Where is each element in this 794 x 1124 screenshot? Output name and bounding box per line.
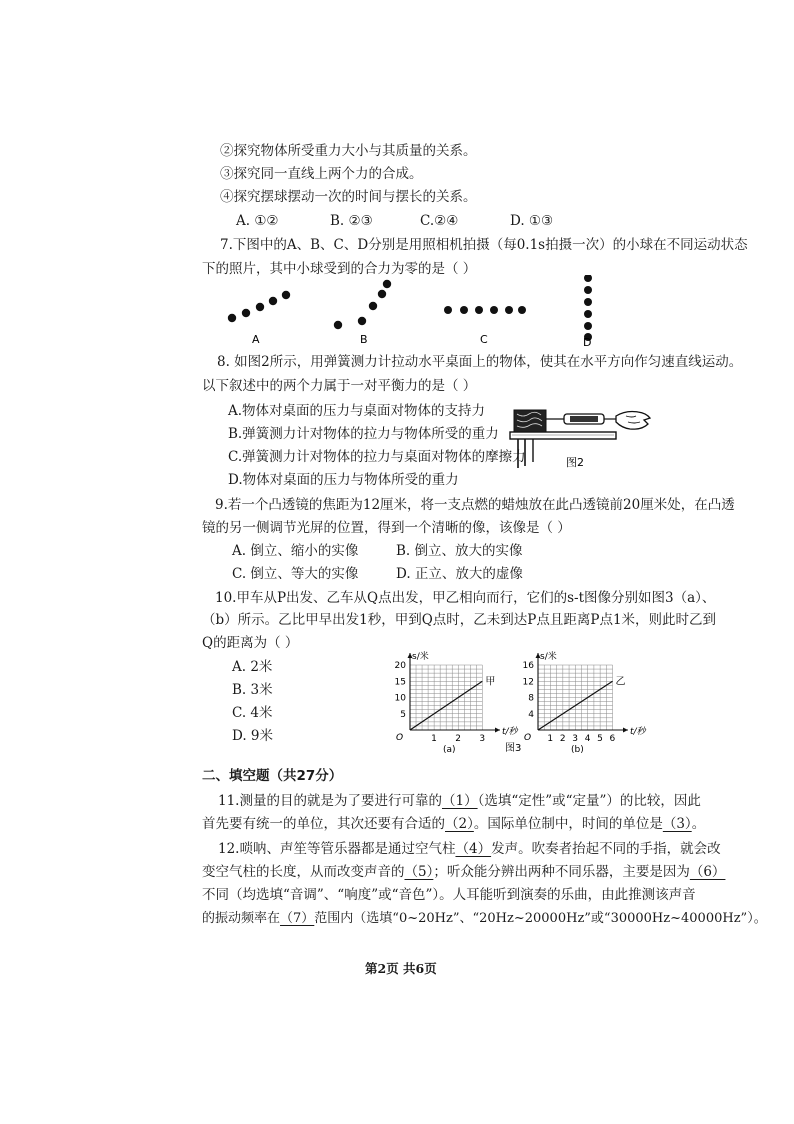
q8-figure-caption: 图2 — [566, 456, 584, 469]
q10-line-3: Q的距离为（ ） — [202, 635, 299, 651]
q10-figure-caption: 图3 — [505, 743, 522, 754]
y-tick-label: 10 — [394, 693, 406, 704]
q12-blank-4[interactable]: （4） — [455, 841, 492, 857]
q10-option-c: C. 4米 — [232, 705, 273, 721]
origin-label: O — [524, 733, 532, 743]
q9-line-2: 镜的另一侧调节光屏的位置，得到一个清晰的像，该像是（ ） — [202, 520, 571, 536]
q6-option-d: D. ①③ — [510, 213, 554, 229]
y-tick-label: 5 — [400, 709, 406, 720]
q7-ball-photos-figure — [220, 275, 610, 347]
panel-label: (a) — [443, 745, 456, 755]
y-tick-label: 20 — [394, 661, 406, 671]
x-tick-label: 1 — [431, 734, 437, 744]
y-axis-label: s/米 — [412, 652, 429, 662]
q12-line-3: 不同（均选填“音调”、“响度”或“音色”）。人耳能听到演奏的乐曲，由此推测该声音 — [202, 887, 696, 903]
q7-label-a: A — [252, 333, 260, 346]
q12-blank-6[interactable]: （6） — [689, 864, 726, 880]
q7-label-b: B — [360, 333, 368, 346]
y-axis-label: s/米 — [540, 652, 557, 662]
q12-line-1 — [218, 843, 721, 857]
q7-label-c: C — [480, 333, 488, 346]
x-axis-label: t/秒 — [502, 727, 518, 737]
q8-spring-scale-figure — [508, 404, 658, 476]
q11-blank-2[interactable]: （2） — [445, 816, 474, 832]
x-axis-arrow — [495, 728, 500, 733]
q12-line-2 — [202, 866, 725, 880]
q6-option-c: C.②④ — [420, 213, 459, 229]
x-axis-label: t/秒 — [630, 727, 646, 737]
series-name-label: 甲 — [485, 676, 496, 688]
q8-line-1: 8. 如图2所示，用弹簧测力计拉动水平桌面上的物体，使其在水平方向作匀速直线运动。 — [217, 354, 743, 370]
q12-text: 的振动频率在 — [202, 911, 281, 926]
q12-text: ；听众能分辨出两种不同乐器，主要是因为 — [433, 864, 690, 880]
q6-item-2: ②探究物体所受重力大小与其质量的关系。 — [220, 143, 477, 159]
x-tick-label: 5 — [597, 734, 603, 744]
q12-text: 范围内（选填“0~20Hz”、“20Hz~20000Hz”或“30000Hz~40000Hz”）。 — [314, 911, 767, 926]
origin-label: O — [396, 733, 404, 743]
section-2-heading: 二、填空题（共27分） — [202, 768, 343, 784]
x-axis-arrow — [623, 728, 628, 733]
q11-blank-3[interactable]: （3） — [662, 816, 692, 832]
y-tick-label: 12 — [522, 677, 534, 688]
y-tick-label: 15 — [394, 677, 406, 688]
q11-line-1 — [218, 795, 701, 809]
q7-line-2: 下的照片，其中小球受到的合力为零的是（ ） — [202, 261, 477, 277]
st-graph-a — [395, 650, 520, 755]
x-tick-label: 4 — [584, 734, 591, 744]
x-tick-label: 2 — [559, 734, 566, 744]
q12-blank-7[interactable]: （7） — [280, 911, 315, 926]
q10-option-b: B. 3米 — [232, 682, 273, 698]
q10-option-a: A. 2米 — [232, 659, 273, 675]
q6-option-a: A. ①② — [236, 213, 279, 229]
q10-st-graphs-figure — [380, 645, 670, 755]
q10-line-2: （b）所示。乙比甲早出发1秒，甲到Q点时，乙未到达P点且距离P点1米，则此时乙到 — [202, 612, 717, 628]
x-tick-label: 1 — [547, 734, 554, 744]
x-tick-label: 6 — [609, 734, 616, 744]
y-tick-label: 16 — [522, 661, 534, 671]
q12-blank-5[interactable]: （5） — [404, 864, 434, 880]
q6-option-b: B. ②③ — [330, 213, 373, 229]
q12-line-4 — [202, 912, 767, 925]
panel-label: (b) — [571, 745, 584, 755]
y-tick-label: 4 — [528, 709, 534, 720]
q11-text: 11.测量的目的就是为了要进行可靠的 — [218, 793, 442, 809]
y-tick-label: 8 — [528, 693, 534, 704]
q11-text: 首先要有统一的单位，其次还要有合适的 — [202, 816, 445, 832]
q11-text: （选填“定性”或“定量”）的比较，因此 — [477, 793, 701, 809]
q12-text: 变空气柱的长度，从而改变声音的 — [202, 864, 405, 880]
page-footer: 第2页 共6页 — [365, 961, 437, 976]
q7-label-d: D — [583, 336, 592, 347]
q9-option-b: B. 倒立、放大的实像 — [396, 543, 523, 559]
q6-item-3: ③探究同一直线上两个力的合成。 — [220, 166, 423, 182]
q8-option-a: A.物体对桌面的压力与桌面对物体的支持力 — [228, 403, 486, 419]
q12-text: 发声。吹奏者抬起不同的手指，就会改 — [491, 841, 721, 857]
q11-line-2 — [202, 818, 705, 832]
q12-text: 12.唢呐、声笙等管乐器都是通过空气柱 — [218, 841, 456, 857]
q8-option-b: B.弹簧测力计对物体的拉力与物体所受的重力 — [228, 426, 499, 442]
q11-blank-1[interactable]: （1） — [441, 793, 478, 809]
q10-option-d: D. 9米 — [232, 728, 274, 744]
q11-text: 。 — [691, 816, 706, 832]
q7-line-1: 7.下图中的A、B、C、D分别是用照相机拍摄（每0.1s拍摄一次）的小球在不同运动状态 — [220, 237, 748, 253]
x-tick-label: 2 — [455, 734, 461, 744]
q10-line-1: 10.甲车从P出发、乙车从Q点出发，甲乙相向而行，它们的s-t图像分别如图3（a）、 — [215, 590, 716, 606]
q11-text: 。国际单位制中，时间的单位是 — [473, 816, 663, 832]
x-tick-label: 3 — [572, 734, 579, 744]
q9-option-a: A. 倒立、缩小的实像 — [232, 543, 359, 559]
q8-option-d: D.物体对桌面的压力与物体所受的重力 — [228, 472, 459, 488]
st-graph-b — [523, 650, 648, 755]
q8-option-c: C.弹簧测力计对物体的拉力与桌面对物体的摩擦力 — [228, 449, 526, 465]
series-name-label: 乙 — [615, 676, 626, 688]
q9-option-c: C. 倒立、等大的实像 — [232, 566, 359, 582]
q8-line-2: 以下叙述中的两个力属于一对平衡力的是（ ） — [202, 378, 477, 394]
q9-option-d: D. 正立、放大的虚像 — [396, 566, 523, 582]
x-tick-label: 3 — [479, 734, 486, 744]
q9-line-1: 9.若一个凸透镜的焦距为12厘米，将一支点燃的蜡烛放在此凸透镜前20厘米处，在凸透 — [215, 497, 735, 513]
q6-item-4: ④探究摆球摆动一次的时间与摆长的关系。 — [220, 189, 477, 205]
